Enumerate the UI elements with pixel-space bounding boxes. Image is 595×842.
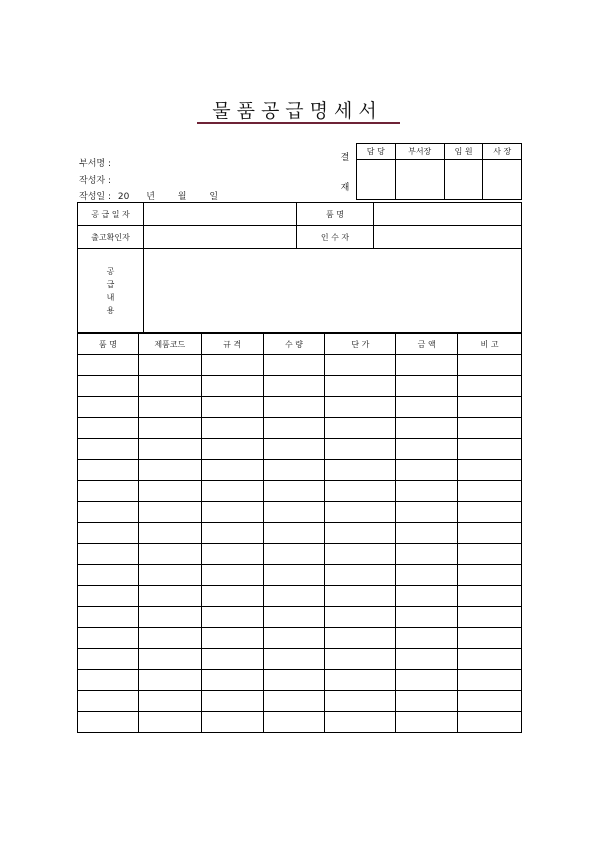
table-cell[interactable] (201, 670, 263, 691)
table-cell[interactable] (325, 691, 396, 712)
table-cell[interactable] (325, 607, 396, 628)
table-cell[interactable] (78, 712, 139, 733)
table-cell[interactable] (138, 565, 201, 586)
table-cell[interactable] (458, 397, 522, 418)
table-cell[interactable] (138, 607, 201, 628)
table-cell[interactable] (263, 649, 325, 670)
table-row (78, 481, 522, 502)
table-cell[interactable] (201, 502, 263, 523)
header-remarks: 비 고 (458, 334, 522, 355)
table-cell[interactable] (138, 481, 201, 502)
table-cell[interactable] (138, 691, 201, 712)
table-cell[interactable] (325, 460, 396, 481)
table-cell[interactable] (201, 460, 263, 481)
writer-line (79, 173, 111, 186)
table-cell[interactable] (78, 523, 139, 544)
approval-header-dept-head: 부서장 (395, 144, 444, 160)
approval-side-label-bottom: 재 (340, 183, 350, 193)
table-cell[interactable] (138, 439, 201, 460)
table-cell[interactable] (325, 481, 396, 502)
table-cell[interactable] (78, 355, 139, 376)
writer-label: 작성자 : (79, 176, 111, 186)
table-cell[interactable] (458, 523, 522, 544)
table-cell[interactable] (396, 544, 458, 565)
approval-header-president: 사 장 (483, 144, 522, 160)
table-cell[interactable] (138, 670, 201, 691)
table-cell[interactable] (78, 649, 139, 670)
table-row (78, 523, 522, 544)
table-row (78, 418, 522, 439)
month-label: 월 (177, 192, 187, 202)
table-cell[interactable] (263, 586, 325, 607)
table-cell[interactable] (396, 460, 458, 481)
table-row (78, 565, 522, 586)
table-cell[interactable] (138, 460, 201, 481)
header-spec: 규 격 (201, 334, 263, 355)
year-label: 년 (146, 192, 155, 202)
table-cell[interactable] (458, 712, 522, 733)
supply-date-label: 공 급 일 자 (78, 203, 144, 226)
header-quantity: 수 량 (263, 334, 325, 355)
table-cell[interactable] (263, 397, 325, 418)
table-cell[interactable] (201, 376, 263, 397)
table-cell[interactable] (201, 628, 263, 649)
table-cell[interactable] (138, 502, 201, 523)
table-cell[interactable] (325, 649, 396, 670)
table-cell[interactable] (78, 397, 139, 418)
table-cell[interactable] (263, 418, 325, 439)
table-cell[interactable] (201, 418, 263, 439)
table-cell[interactable] (78, 418, 139, 439)
table-cell[interactable] (263, 712, 325, 733)
date-label: 작성일 : (79, 192, 111, 202)
table-cell[interactable] (396, 691, 458, 712)
table-cell[interactable] (396, 397, 458, 418)
approval-header-executive: 임 원 (444, 144, 483, 160)
table-cell[interactable] (78, 439, 139, 460)
table-cell[interactable] (396, 649, 458, 670)
table-cell[interactable] (78, 670, 139, 691)
table-row (78, 397, 522, 418)
supply-content-field[interactable] (144, 249, 522, 333)
table-cell[interactable] (138, 523, 201, 544)
table-cell[interactable] (458, 565, 522, 586)
table-row (78, 355, 522, 376)
table-cell[interactable] (325, 502, 396, 523)
department-line (79, 156, 111, 169)
table-row (78, 628, 522, 649)
table-cell[interactable] (78, 376, 139, 397)
supply-content-label: 공 급 내 용 (78, 249, 144, 333)
table-cell[interactable] (263, 376, 325, 397)
table-cell[interactable] (138, 376, 201, 397)
table-cell[interactable] (263, 544, 325, 565)
table-cell[interactable] (263, 502, 325, 523)
document-title: 물품공급명세서 (212, 100, 383, 122)
table-row (78, 544, 522, 565)
table-cell[interactable] (325, 628, 396, 649)
header-unit-price: 단 가 (325, 334, 396, 355)
table-cell[interactable] (396, 481, 458, 502)
table-cell[interactable] (263, 628, 325, 649)
table-cell[interactable] (325, 523, 396, 544)
day-label: 일 (209, 192, 219, 202)
department-label: 부서명 : (79, 159, 111, 169)
table-cell[interactable] (78, 691, 139, 712)
table-cell[interactable] (325, 418, 396, 439)
approval-signature-cell[interactable] (357, 160, 396, 200)
table-cell[interactable] (201, 649, 263, 670)
table-cell[interactable] (138, 628, 201, 649)
table-cell[interactable] (458, 355, 522, 376)
receiver-label: 인 수 자 (297, 226, 374, 249)
table-cell[interactable] (263, 481, 325, 502)
table-cell[interactable] (396, 502, 458, 523)
table-cell[interactable] (325, 376, 396, 397)
table-cell[interactable] (78, 607, 139, 628)
table-row (78, 376, 522, 397)
table-cell[interactable] (396, 376, 458, 397)
table-cell[interactable] (458, 586, 522, 607)
table-cell[interactable] (201, 397, 263, 418)
table-cell[interactable] (396, 418, 458, 439)
table-cell[interactable] (263, 607, 325, 628)
table-row (78, 670, 522, 691)
table-cell[interactable] (396, 712, 458, 733)
table-cell[interactable] (78, 628, 139, 649)
shipment-check-field[interactable] (144, 226, 297, 249)
table-row (78, 649, 522, 670)
table-cell[interactable] (396, 586, 458, 607)
table-cell[interactable] (325, 397, 396, 418)
table-cell[interactable] (396, 355, 458, 376)
table-cell[interactable] (201, 565, 263, 586)
table-cell[interactable] (201, 355, 263, 376)
table-row (78, 607, 522, 628)
items-table (77, 333, 522, 733)
table-cell[interactable] (78, 481, 139, 502)
table-cell[interactable] (325, 586, 396, 607)
items-header-row (78, 334, 522, 355)
table-cell[interactable] (138, 418, 201, 439)
table-cell[interactable] (458, 544, 522, 565)
date-line (79, 189, 218, 202)
approval-signature-cell[interactable] (395, 160, 444, 200)
shipment-check-label: 출고확인자 (78, 226, 144, 249)
item-name-label: 품 명 (297, 203, 374, 226)
approval-box (356, 143, 522, 200)
table-cell[interactable] (138, 712, 201, 733)
table-cell[interactable] (263, 565, 325, 586)
table-cell[interactable] (458, 439, 522, 460)
table-cell[interactable] (263, 355, 325, 376)
table-row (78, 502, 522, 523)
table-cell[interactable] (263, 439, 325, 460)
table-cell[interactable] (458, 418, 522, 439)
table-cell[interactable] (78, 544, 139, 565)
table-cell[interactable] (201, 691, 263, 712)
approval-signature-cell[interactable] (444, 160, 483, 200)
table-cell[interactable] (396, 607, 458, 628)
table-cell[interactable] (325, 712, 396, 733)
table-row (78, 586, 522, 607)
table-cell[interactable] (458, 376, 522, 397)
item-name-field[interactable] (374, 203, 522, 226)
table-row (78, 691, 522, 712)
table-cell[interactable] (458, 670, 522, 691)
table-cell[interactable] (263, 523, 325, 544)
approval-side-label-top: 결 (340, 153, 350, 163)
table-cell[interactable] (201, 523, 263, 544)
table-row (78, 439, 522, 460)
table-row (78, 712, 522, 733)
table-cell[interactable] (78, 586, 139, 607)
table-cell[interactable] (325, 355, 396, 376)
table-cell[interactable] (458, 502, 522, 523)
table-cell[interactable] (396, 565, 458, 586)
table-cell[interactable] (138, 355, 201, 376)
table-cell[interactable] (201, 439, 263, 460)
table-cell[interactable] (201, 481, 263, 502)
table-cell[interactable] (78, 502, 139, 523)
table-cell[interactable] (396, 628, 458, 649)
header-product-code: 제품코드 (138, 334, 201, 355)
table-cell[interactable] (78, 565, 139, 586)
supply-info-table (77, 202, 522, 333)
table-cell[interactable] (325, 565, 396, 586)
table-cell[interactable] (325, 670, 396, 691)
table-cell[interactable] (138, 397, 201, 418)
table-cell[interactable] (458, 607, 522, 628)
table-cell[interactable] (201, 544, 263, 565)
table-cell[interactable] (138, 544, 201, 565)
table-cell[interactable] (458, 628, 522, 649)
table-cell[interactable] (396, 523, 458, 544)
table-cell[interactable] (201, 607, 263, 628)
supply-date-field[interactable] (144, 203, 297, 226)
approval-header-staff: 담 당 (357, 144, 396, 160)
table-cell[interactable] (263, 460, 325, 481)
title-underline (197, 122, 400, 124)
table-cell[interactable] (325, 439, 396, 460)
table-cell[interactable] (396, 439, 458, 460)
approval-signature-cell[interactable] (483, 160, 522, 200)
receiver-field[interactable] (374, 226, 522, 249)
header-item-name: 품 명 (78, 334, 139, 355)
table-cell[interactable] (263, 691, 325, 712)
table-cell[interactable] (458, 691, 522, 712)
table-cell[interactable] (458, 481, 522, 502)
table-cell[interactable] (201, 712, 263, 733)
table-cell[interactable] (138, 649, 201, 670)
table-cell[interactable] (201, 586, 263, 607)
table-cell[interactable] (325, 544, 396, 565)
table-cell[interactable] (138, 586, 201, 607)
table-cell[interactable] (458, 460, 522, 481)
table-row (78, 460, 522, 481)
table-cell[interactable] (396, 670, 458, 691)
table-cell[interactable] (263, 670, 325, 691)
table-cell[interactable] (458, 649, 522, 670)
date-prefix: 20 (117, 192, 130, 202)
header-amount: 금 액 (396, 334, 458, 355)
table-cell[interactable] (78, 460, 139, 481)
